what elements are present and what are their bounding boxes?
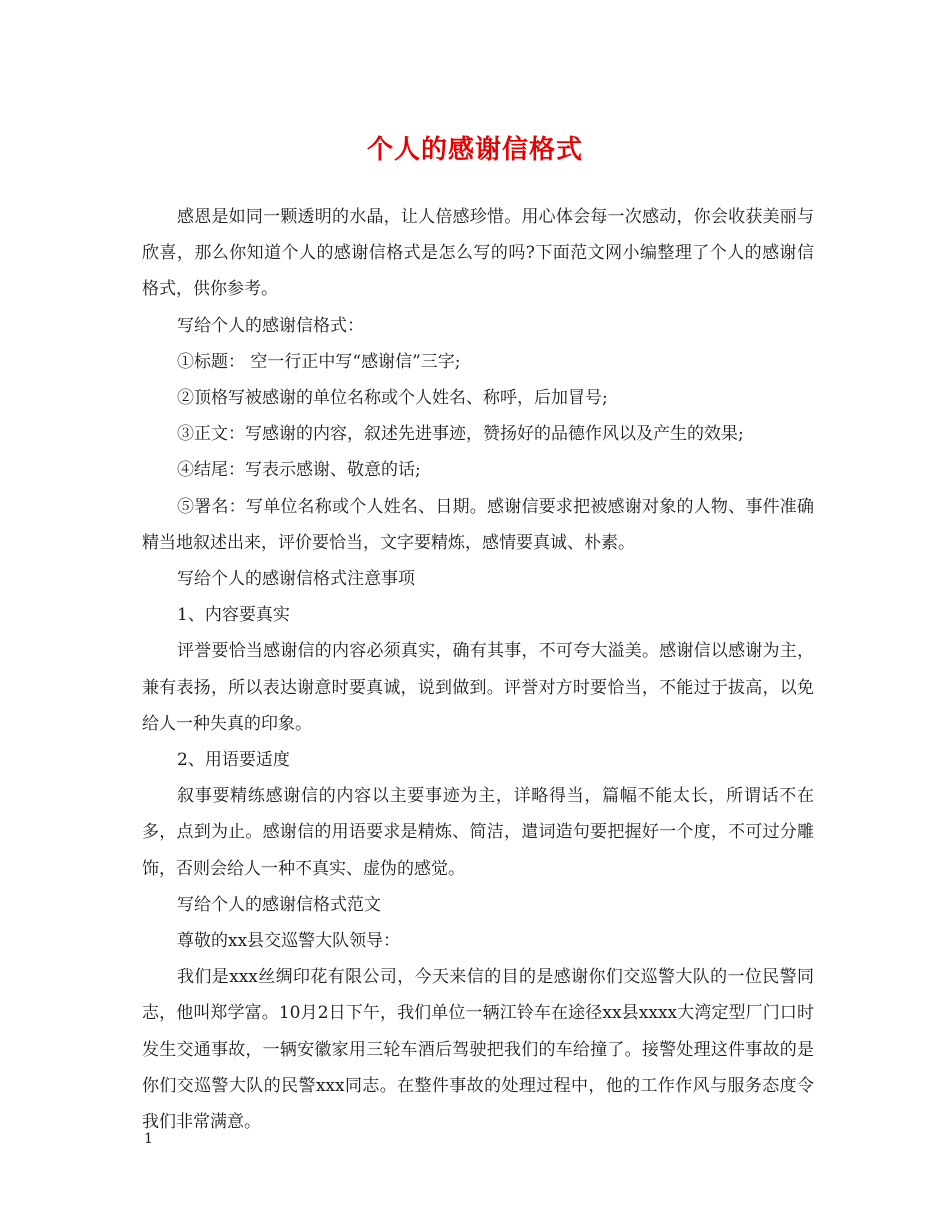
paragraph-format-heading: 写给个人的感谢信格式： bbox=[177, 315, 364, 336]
paragraph-format-title: ①标题： 空一行正中写“感谢信”三字; bbox=[177, 351, 461, 372]
page-number: 1 bbox=[144, 1131, 153, 1147]
paragraph-format-signature: ⑤署名：写单位名称或个人姓名、日期。感谢信要求把被感谢对象的人物、事件准确精当地叙述出来，评价要恰当，文字要精炼，感情要真诚、朴素。 bbox=[142, 496, 814, 553]
paragraph-note-2-heading: 2、用语要适度 bbox=[177, 750, 290, 771]
paragraph-format-body: ③正文：写感谢的内容，叙述先进事迹，赞扬好的品德作风以及产生的效果; bbox=[177, 424, 744, 445]
paragraph-sample-body: 我们是xxx丝绸印花有限公司，今天来信的目的是感谢你们交巡警大队的一位民警同志，他叫郑学富。10月2日下午，我们单位一辆江铃车在途径xx县xxxx大湾定型厂门口时发生交通事故，一辆安徽家用三轮车酒后驾驶把我们的车给撞了。接警处理这件事故的是你们交巡警大队的民警xxx同志。在整件事故的处理过程中，他的工作作风与服务态度令我们非常满意。 bbox=[142, 967, 814, 1133]
paragraph-note-1-body: 评誉要恰当感谢信的内容必须真实，确有其事，不可夸大溢美。感谢信以感谢为主，兼有表扬，所以表达谢意时要真诚，说到做到。评誉对方时要恰当，不能过于拔高，以免给人一种失真的印象。 bbox=[142, 641, 814, 734]
paragraph-sample-salutation: 尊敬的xx县交巡警大队领导： bbox=[177, 931, 401, 952]
paragraph-intro: 感恩是如同一颗透明的水晶，让人倍感珍惜。用心体会每一次感动，你会收获美丽与欣喜，那么你知道个人的感谢信格式是怎么写的吗?下面范文网小编整理了个人的感谢信格式，供你参考。 bbox=[142, 207, 814, 300]
document-body bbox=[142, 199, 814, 1140]
paragraph-format-salutation: ②顶格写被感谢的单位名称或个人姓名、称呼，后加冒号; bbox=[177, 388, 608, 409]
paragraph-sample-heading: 写给个人的感谢信格式范文 bbox=[177, 894, 381, 915]
document-title: 个人的感谢信格式 bbox=[366, 135, 583, 165]
paragraph-note-2-body: 叙事要精练感谢信的内容以主要事迹为主，详略得当，篇幅不能太长，所谓话不在多，点到为止。感谢信的用语要求是精炼、简洁，遣词造句要把握好一个度，不可过分雕饰，否则会给人一种不真实、虚伪的感觉。 bbox=[142, 786, 814, 879]
paragraph-note-1-heading: 1、内容要真实 bbox=[177, 605, 290, 626]
paragraph-format-ending: ④结尾：写表示感谢、敬意的话; bbox=[177, 460, 421, 481]
paragraph-notes-heading: 写给个人的感谢信格式注意事项 bbox=[177, 569, 415, 590]
